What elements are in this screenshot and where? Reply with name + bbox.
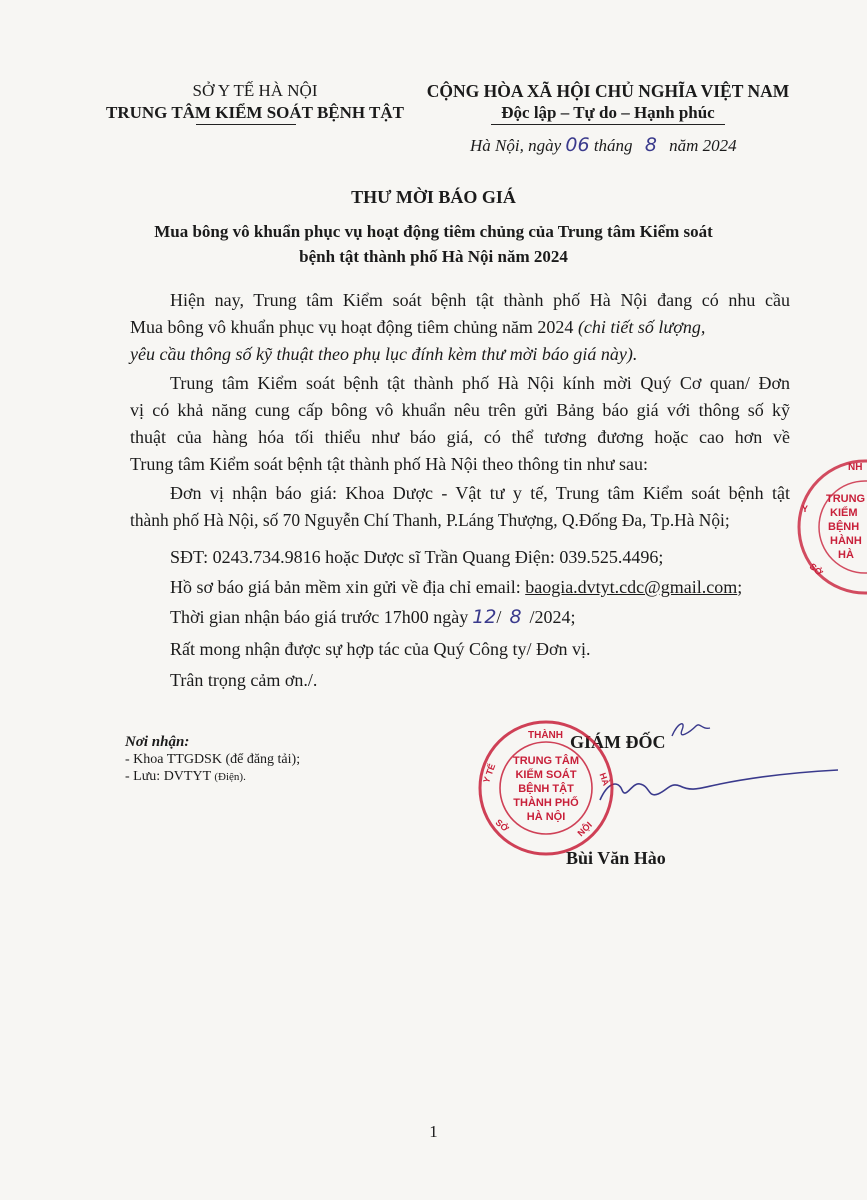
stamp-line-5: HÀ NỘI <box>526 811 566 823</box>
recipient-item-1: - Khoa TTGDSK (để đăng tải); <box>125 752 301 767</box>
official-stamp <box>476 718 616 858</box>
page-number: 1 <box>429 1122 438 1141</box>
edge-stamp-line-5: HÀ <box>838 549 854 561</box>
partial-edge-stamp <box>790 452 867 602</box>
signature-role: GIÁM ĐỐC <box>570 732 666 752</box>
stamp-line-1: TRUNG TÂM <box>513 755 579 767</box>
p3-line-1: Đơn vị nhận báo giá: Khoa Dược - Vật tư y tế, Trung tâm Kiểm soát bệnh tật <box>170 483 790 503</box>
p1-line-3: yêu cầu thông số kỹ thuật theo phụ lục đính kèm thư mời báo giá này). <box>130 344 638 364</box>
signature-stroke <box>600 770 838 800</box>
paragraph-1 <box>130 287 790 368</box>
stamp-arc-bottom: SỞ <box>493 817 511 834</box>
edge-stamp-line-1: TRUNG <box>826 493 866 505</box>
deadline-day: 12 <box>472 606 497 628</box>
issue-date <box>470 134 737 156</box>
recipients-label: Nơi nhận: <box>125 734 190 750</box>
p1-line-2 <box>130 314 790 341</box>
email-line <box>170 574 742 601</box>
date-month-label: tháng <box>593 136 633 155</box>
stamp-line-2: KIỂM SOÁT <box>515 769 577 781</box>
deadline-prefix: Thời gian nhận báo giá trước 17h00 ngày <box>170 607 469 627</box>
deadline-year: /2024; <box>529 607 576 627</box>
paragraph-3 <box>130 480 790 534</box>
hope-line: Rất mong nhận được sự hợp tác của Quý Công ty/ Đơn vị. <box>170 639 591 659</box>
document-subtitle <box>0 219 867 269</box>
p2-line-3: thuật của hàng hóa tối thiểu như báo giá, có thể tương đương hoặc cao hơn về <box>130 427 790 447</box>
recipient-item-2-note: (Điện). <box>214 771 246 783</box>
p2-line-1: Trung tâm Kiểm soát bệnh tật thành phố Hà Nội kính mời Quý Cơ quan/ Đơn <box>170 373 790 393</box>
initial-scribble <box>672 724 710 736</box>
recipients-block <box>125 733 300 786</box>
regards-line: Trân trọng cảm ơn./. <box>170 670 318 690</box>
recipient-item-2-text: - Lưu: DVTYT <box>125 769 211 784</box>
stamp-arc-bottom-right: NỘI <box>575 819 594 839</box>
p3-line-2: thành phố Hà Nội, số 70 Nguyễn Chí Thanh, P.Láng Thượng, Q.Đống Đa, Tp.Hà Nội; <box>130 510 730 530</box>
signer-name: Bùi Văn Hào <box>566 848 666 868</box>
p1-line-1-text: Hiện nay, Trung tâm Kiểm soát bệnh tật thành phố Hà Nội đang có nhu cầu <box>170 290 790 310</box>
email-suffix: ; <box>737 577 743 597</box>
p2-line-4: Trung tâm Kiểm soát bệnh tật thành phố Hà Nội theo thông tin như sau: <box>130 454 649 474</box>
edge-stamp-arc-bottom: SỞ <box>807 561 825 578</box>
edge-stamp-arc-top: NH <box>848 462 863 473</box>
edge-stamp-line-4: HÀNH <box>830 535 862 547</box>
date-prefix: Hà Nội, ngày <box>470 136 562 155</box>
stamp-arc-left: Y TẾ <box>481 762 498 785</box>
edge-stamp-line-3: BỆNH <box>828 521 860 533</box>
agency-header-rule <box>196 124 296 125</box>
date-month: 8 <box>644 134 657 156</box>
national-motto: Độc lập – Tự do – Hạnh phúc <box>501 103 715 122</box>
stamp-arc-right: HÀ <box>597 771 612 788</box>
deadline-month: 8 <box>509 606 522 628</box>
p1-line-1 <box>130 287 790 314</box>
motto-rule <box>491 124 725 125</box>
p1-line-2-text: Mua bông vô khuẩn phục vụ hoạt động tiêm chủng năm 2024 <box>130 317 574 337</box>
agency-header <box>90 80 420 124</box>
center-name: TRUNG TÂM KIỂM SOÁT BỆNH TẬT <box>105 103 405 122</box>
stamp-line-3: BỆNH TẬT <box>518 783 574 795</box>
date-year: năm 2024 <box>669 136 737 155</box>
p2-line-2: vị có khả năng cung cấp bông vô khuẩn nêu trên gửi Bảng báo giá với thông số kỹ <box>130 400 790 420</box>
email-prefix: Hồ sơ báo giá bản mềm xin gửi về địa chỉ email: <box>170 577 521 597</box>
national-header <box>408 80 808 124</box>
stamp-arc-top: THÀNH <box>528 730 563 741</box>
p1-line-2-italic: (chi tiết số lượng, <box>577 317 706 337</box>
phone-line: SĐT: 0243.734.9816 hoặc Dược sĩ Trần Quang Điện: 039.525.4496; <box>170 547 664 567</box>
department-name: SỞ Y TẾ HÀ NỘI <box>192 81 318 100</box>
edge-stamp-line-2: KIỂM <box>830 507 858 519</box>
subtitle-line-1: Mua bông vô khuẩn phục vụ hoạt động tiêm chủng của Trung tâm Kiểm soát <box>154 222 713 241</box>
country-name: CỘNG HÒA XÃ HỘI CHỦ NGHĨA VIỆT NAM <box>426 81 790 101</box>
deadline-line <box>170 604 576 631</box>
subtitle-line-2: bệnh tật thành phố Hà Nội năm 2024 <box>299 247 568 266</box>
document-title: THƯ MỜI BÁO GIÁ <box>351 187 516 207</box>
date-day: 06 <box>565 134 590 156</box>
deadline-slash: / <box>496 607 502 627</box>
recipient-item-2 <box>125 768 300 786</box>
stamp-line-4: THÀNH PHỐ <box>513 797 579 809</box>
email-link[interactable]: baogia.dvtyt.cdc@gmail.com <box>525 577 738 597</box>
edge-stamp-arc-left: Y <box>802 504 809 514</box>
paragraph-2 <box>130 370 790 478</box>
